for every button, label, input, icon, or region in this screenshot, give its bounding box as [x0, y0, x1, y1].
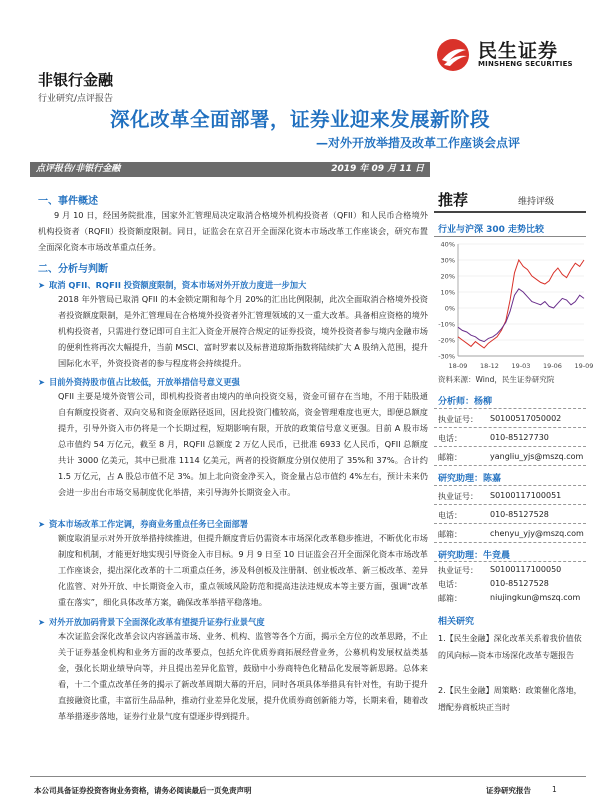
- report-type: 行业研究/点评报告: [38, 94, 114, 104]
- assistant-name: 陈嘉: [483, 474, 502, 484]
- field-value: S0100517050002: [490, 414, 562, 423]
- bullet-heading-4: [38, 616, 265, 628]
- series-line-1: [458, 260, 584, 348]
- x-tick-label: 18-09: [448, 362, 468, 370]
- report-title: 深化改革全面部署，证券业迎来发展新阶段: [109, 108, 490, 131]
- dashed-divider: [434, 542, 586, 543]
- field-label: 执业证号：: [438, 566, 478, 575]
- x-tick-label: 19-09: [574, 362, 594, 370]
- y-tick-label: -20%: [438, 336, 455, 345]
- assistant2-heading: [438, 548, 510, 561]
- x-tick-label: 19-06: [543, 362, 562, 370]
- assistant1-phone: [438, 510, 549, 521]
- assistant2-email[interactable]: [438, 593, 581, 604]
- field-value: S0100117100050: [490, 565, 562, 574]
- y-tick-label: 40%: [440, 240, 455, 249]
- bullet-paragraph-2: QFII 主要是境外资管公司，即机构投资者由境内的单向投资交易，资金可留存在当地，不用于陆股通自有额度投资者、双向交易和资金原路径返回，因此投资门槛较高，资金管理难度也更大，即便总额度提升，引导外资入市仍将是一个长期过程，短期影响有限，开放的政策信号意义更强。目前 A 股市场总市值约 54 万亿元，截至 8 月，RQFII 总额度 2 万亿人民币，已批准 6933 亿人民币，QFII 总额度共计 3000 亿美元，其中已批准 1114 亿美元，两者的投资额度分别仅使用了 35%和 37%。合计约 1.5 万亿元，占 A 股总市值不足 3%。加上北向资金净买入，资金量占总市值约 4%左右，预计未来仍会进一步出台市场交易制度优化举措，来引导海外长期资金入市。: [58, 391, 428, 497]
- dashed-divider: [434, 504, 586, 505]
- assistant1-email[interactable]: [438, 529, 584, 540]
- field-value: 010-85127528: [490, 579, 549, 588]
- logo-name-en: MINSHENG SECURITIES: [478, 60, 573, 68]
- x-tick-label: 19-03: [511, 362, 531, 370]
- rating-label: 维持评级: [518, 197, 555, 207]
- field-label: 电话：: [438, 434, 462, 443]
- dashed-divider: [434, 485, 586, 486]
- bullet-heading-4-text: 对外开放加码背景下全面深化改革有望提升证券行业景气度: [48, 617, 265, 627]
- minsheng-logo-mark-icon: [436, 38, 472, 72]
- y-tick-label: 0%: [444, 304, 455, 313]
- y-tick-label: 20%: [440, 272, 455, 281]
- tag-bar-category: 点评报告/非银行金融: [36, 164, 121, 174]
- chart-source: 资料来源：Wind，民生证券研究院: [438, 375, 555, 384]
- bullet-arrow-icon: ➤: [38, 377, 45, 387]
- assistant-label: 研究助理：: [438, 474, 484, 484]
- assistant2-phone: [438, 579, 549, 590]
- dashed-divider: [434, 561, 586, 562]
- analyst-cert: [438, 414, 562, 425]
- field-label: 电话：: [438, 511, 462, 520]
- field-label: 邮箱：: [438, 530, 462, 539]
- event-paragraph: 9 月 10 日，经国务院批准，国家外汇管理局决定取消合格境外机构投资者（QFII）和人民币合格境外机构投资者（RQFII）投资额度限制。同日，证监会在京召开全面深化资本市场改革工作座谈会，研究布置全面深化资本市场改革重点任务。: [38, 210, 428, 252]
- dashed-divider: [434, 465, 586, 466]
- field-label: 执业证号：: [438, 415, 478, 424]
- assistant2-cert: [438, 565, 562, 576]
- related-item-1[interactable]: 1.【民生金融】深化改革关系着我价值依的风向标—资本市场深化改革专题报告: [438, 634, 582, 660]
- field-value: 010-85127730: [490, 433, 549, 442]
- section-heading-event: 一、事件概述: [38, 196, 98, 207]
- footer-divider: [30, 776, 586, 777]
- x-tick-label: 18-12: [480, 362, 499, 370]
- logo-name-cn: 民生证券: [478, 40, 559, 62]
- bullet-arrow-icon: ➤: [38, 519, 45, 529]
- y-tick-label: -10%: [438, 320, 455, 329]
- bullet-heading-2-text: 目前外资持股市值占比较低，开放举措信号意义更强: [48, 377, 240, 387]
- email-link[interactable]: chenyu_yjy@mszq.com: [490, 529, 584, 538]
- footer-report-name: 证券研究报告: [486, 786, 531, 795]
- footer-disclaimer: 本公司具备证券投资咨询业务资格，请务必阅读最后一页免责声明: [34, 786, 252, 795]
- bullet-paragraph-1: 2018 年外管局已取消 QFII 的本金锁定期和每个月 20%的汇出比例限制，此次全面取消合格境外投资者投资额度限制，是外汇管理局在合格境外投资者外汇管理领域的又一重大改革。具备相应资格的境外机构投资者，只需进行登记即可自主汇入资金开展符合规定的证券投资，境外投资者参与境内金融市场的便利性将再次大幅提升，当前 MSCI、富时罗素以及标普道琼斯指数将陆续扩大 A 股纳入范围，提升国际化水平，外资投资者的参与程度将会持续提升。: [58, 294, 428, 368]
- email-link[interactable]: yangliu_yjs@mszq.com: [490, 452, 584, 461]
- related-research-title: 相关研究: [438, 617, 475, 627]
- report-subtitle: —对外开放举措及改革工作座谈会点评: [315, 136, 520, 150]
- divider: [434, 211, 586, 213]
- bullet-paragraph-3: 额度取消显示对外开放举措持续推进，但提升额度背后仍需资本市场深化改革稳步推进，不断优化市场制度和机制，才能更好地实现引导资金入市目标。9 月 9 日至 10 日证监会召开全面深化资本市场改革工作座谈会，提出深化改革的十二项重点任务，涉及科创板及注册制、创业板改革、新三板改革、差异化监管、对外开放、中长期资金入市，重点领域风险防范和提高违法违规成本等主要方面，强调“改革重在落实”，细化具体改革方案，确保改革举措平稳落地。: [58, 533, 428, 607]
- analyst-phone: [438, 433, 549, 444]
- industry-label: 非银行金融: [38, 71, 114, 89]
- dashed-divider: [434, 427, 586, 428]
- analyst-heading: [438, 394, 492, 407]
- field-label: 邮箱：: [438, 594, 462, 603]
- series-line-2: [458, 289, 584, 342]
- dashed-divider: [434, 408, 586, 409]
- bullet-heading-2: [38, 376, 240, 388]
- recommendation-label: 推荐: [438, 191, 469, 209]
- analyst-email[interactable]: [438, 452, 584, 463]
- trend-chart: [434, 240, 594, 372]
- bullet-paragraph-4: 本次证监会深化改革会议内容涵盖市场、业务、机构、监管等各个方面，揭示全方位的改革思路，不止关于证券基金机构和业务方面的改革要点，包括允许优质券商拓展经营业务，公募机构发展权益类基金，强化长期业绩导向等，并且提出差异化监管，鼓励中小券商特色化精品化发展等新思路。总体来看，十二个重点改革任务的揭示了新改革周期大幕的开启，同时各项具体举措具有针对性，有助于提升直接融资比重，丰富衍生品品种，推动行业差异化发展，提升优质券商创新能力等，长期来看，随着改革举措逐步落地，证券行业景气度有望逐步得到提升。: [58, 631, 428, 721]
- field-value: 010-85127528: [490, 510, 549, 519]
- field-label: 邮箱：: [438, 453, 462, 462]
- y-tick-label: 30%: [440, 256, 455, 265]
- page-number: 1: [552, 785, 557, 794]
- field-label: 电话：: [438, 580, 462, 589]
- y-tick-label: 10%: [440, 288, 455, 297]
- field-value: S0100117100051: [490, 491, 562, 500]
- assistant1-heading: [438, 471, 501, 484]
- assistant-name: 牛竞晨: [483, 551, 511, 561]
- analyst-name: 杨柳: [474, 397, 493, 407]
- divider: [434, 236, 586, 237]
- dashed-divider: [434, 446, 586, 447]
- bullet-heading-1-text: 取消 QFII、RQFII 投资额度限制，资本市场对外开放力度进一步加大: [48, 280, 307, 290]
- assistant1-cert: [438, 491, 562, 502]
- assistant-label: 研究助理：: [438, 551, 484, 561]
- analyst-label: 分析师：: [438, 397, 475, 407]
- section-heading-analysis: 二、分析与判断: [38, 264, 108, 275]
- related-item-2[interactable]: 2.【民生金融】周策略：政策催化落地，增配券商板块正当时: [438, 686, 582, 712]
- field-label: 执业证号：: [438, 492, 478, 501]
- dashed-divider: [434, 523, 586, 524]
- bullet-arrow-icon: ➤: [38, 280, 45, 290]
- bullet-heading-1: [38, 279, 306, 291]
- report-date: 2019 年 09 月 11 日: [331, 164, 424, 174]
- bullet-heading-3-text: 资本市场改革工作定调，券商业务重点任务已全面部署: [48, 519, 249, 529]
- y-tick-label: -30%: [438, 352, 455, 361]
- chart-title: 行业与沪深 300 走势比较: [438, 225, 545, 235]
- bullet-arrow-icon: ➤: [38, 617, 45, 627]
- email-link[interactable]: niujingkun@mszq.com: [490, 593, 581, 602]
- bullet-heading-3: [38, 518, 248, 530]
